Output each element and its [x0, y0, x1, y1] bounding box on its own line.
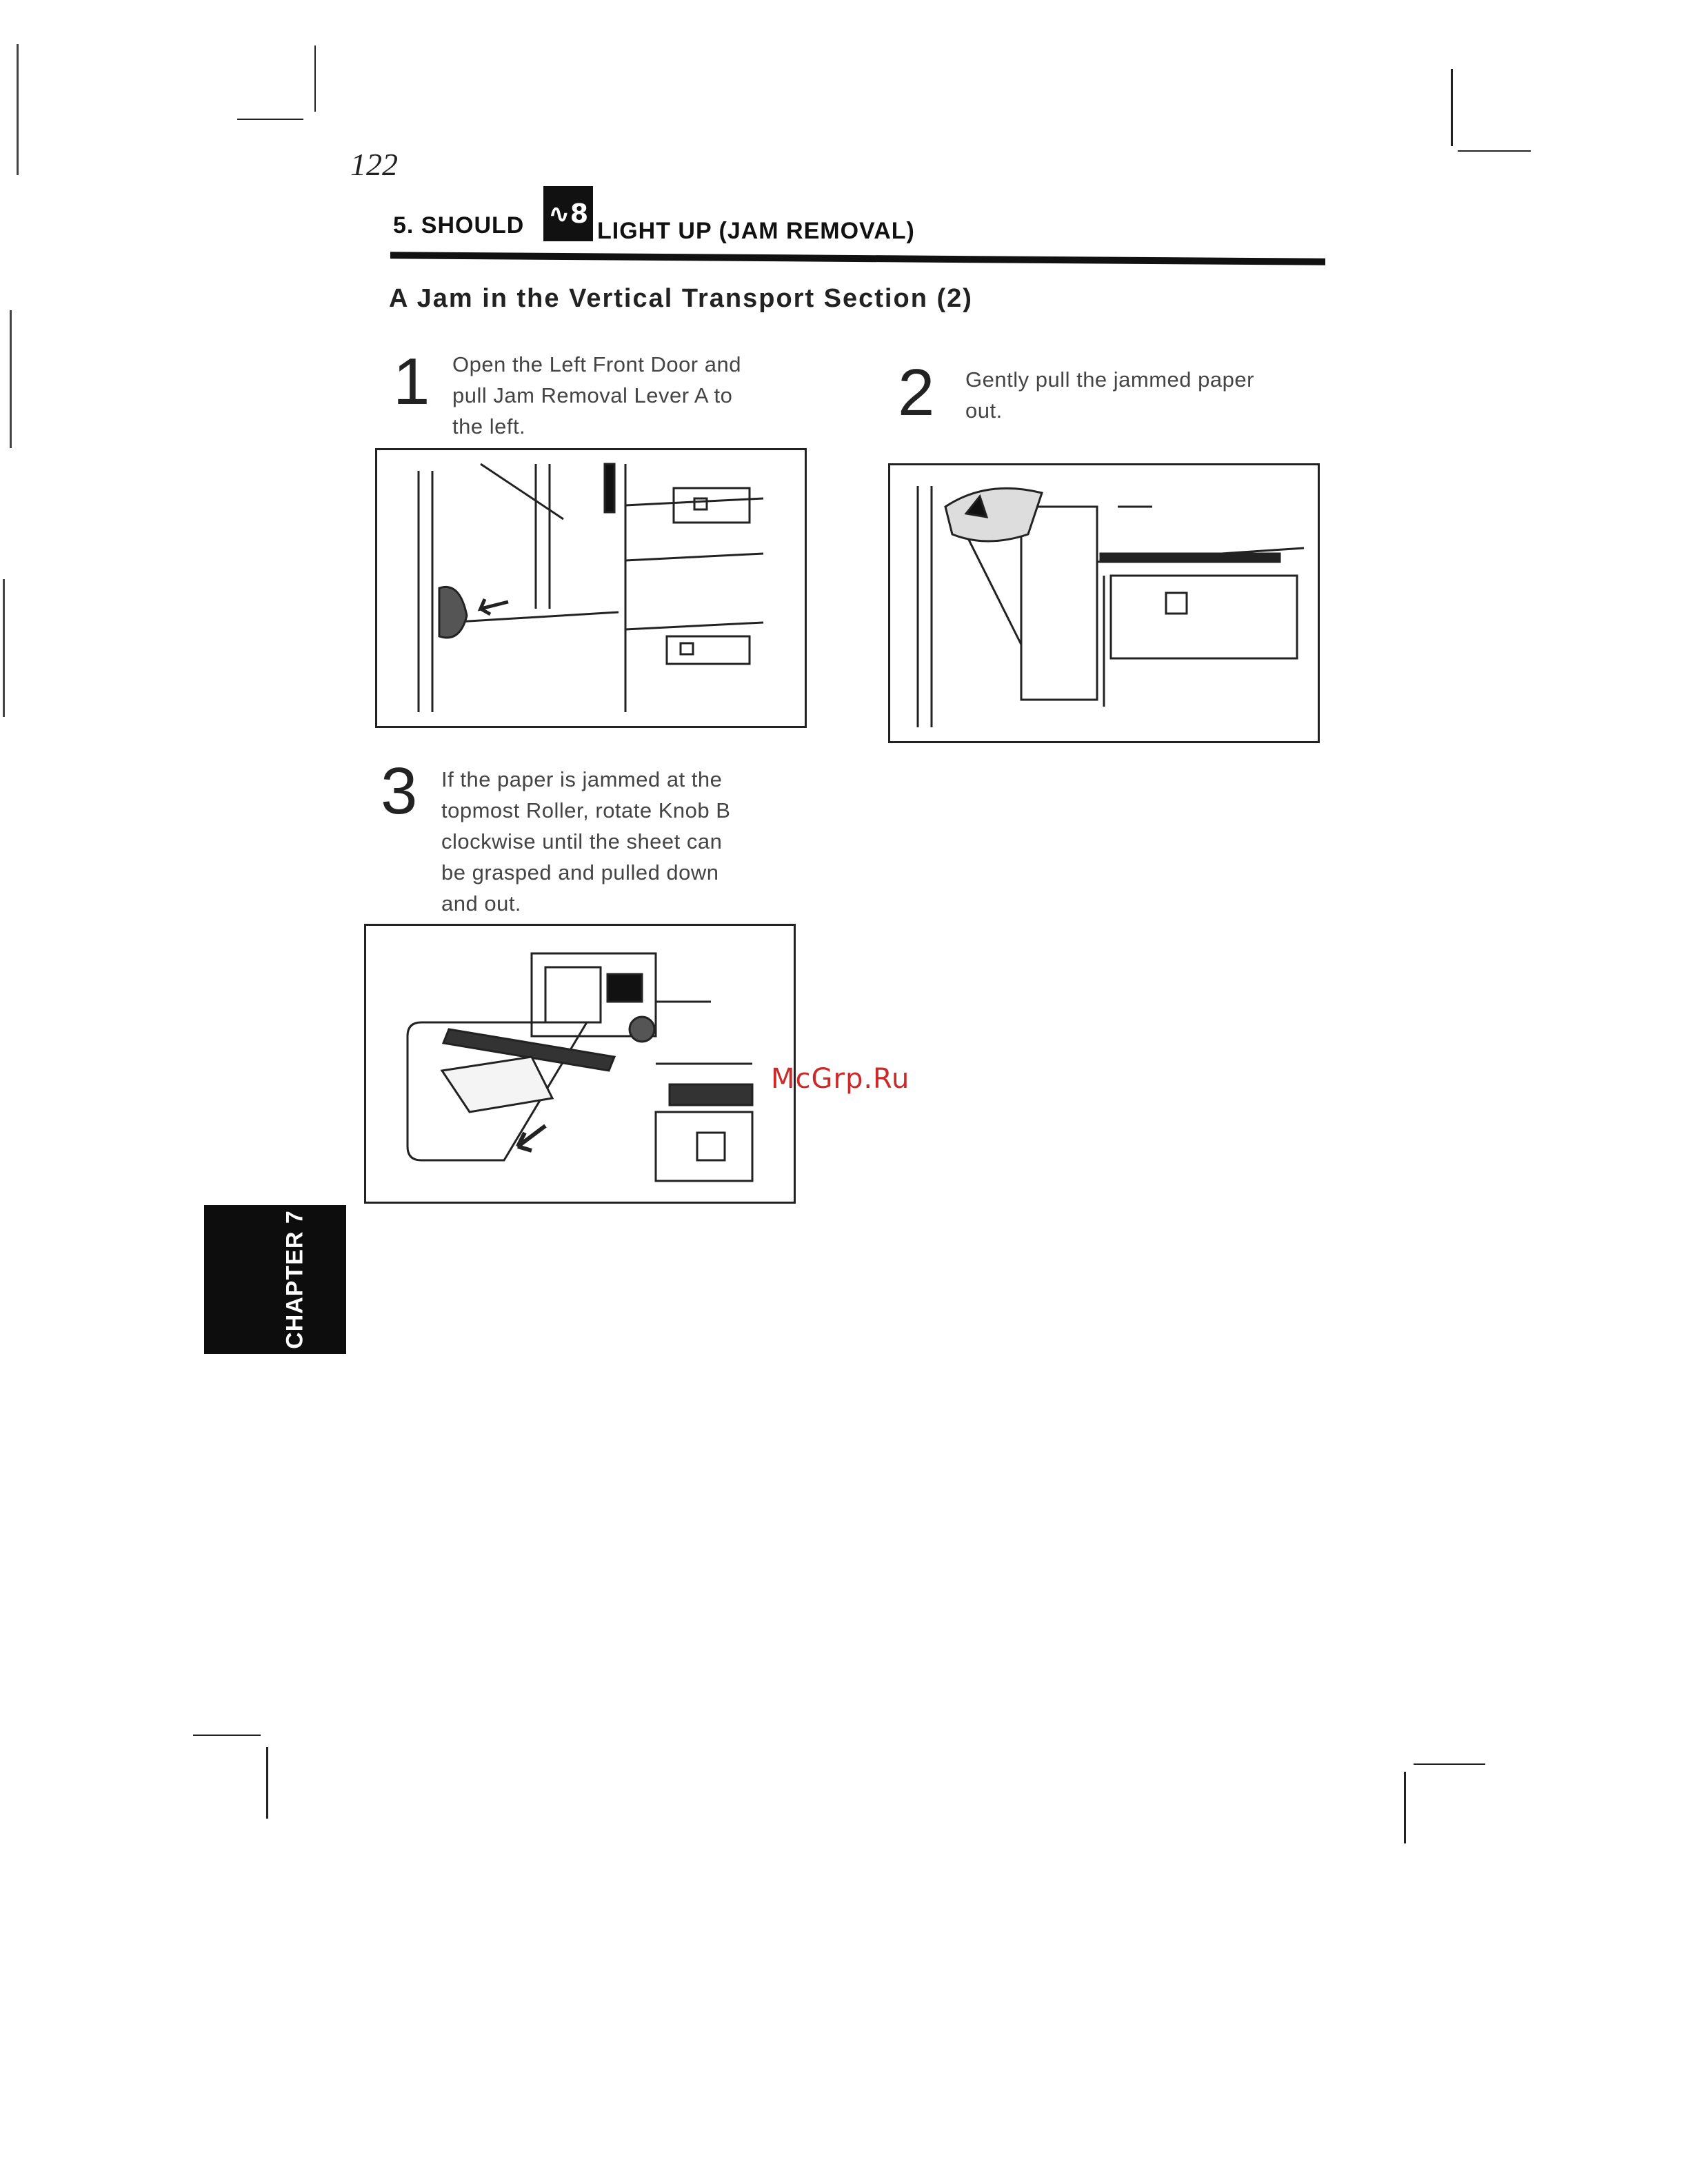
chapter-tab-label: CHAPTER 7 [281, 1210, 308, 1349]
step-3-line: and out. [441, 891, 522, 916]
scan-edge-2 [10, 310, 12, 448]
page-number: 122 [350, 147, 398, 182]
step-1-line: Open the Left Front Door and [452, 352, 741, 376]
step-2-number: 2 [898, 356, 935, 429]
door-lever-illustration [377, 450, 805, 726]
scan-edge-3 [3, 579, 5, 717]
step-3-line: topmost Roller, rotate Knob B [441, 798, 731, 822]
step-3-text [441, 764, 827, 919]
section-suffix: LIGHT UP (JAM REMOVAL) [597, 218, 915, 244]
crop-mark-tr-v [1451, 69, 1453, 146]
scan-edge-1 [17, 44, 19, 175]
crop-mark-tl-v [314, 46, 316, 112]
figure-3-knob-rotation [364, 924, 796, 1204]
step-2-line: Gently pull the jammed paper [965, 367, 1254, 392]
step-3-line: clockwise until the sheet can [441, 829, 723, 853]
jam-indicator-icon: ∿8 [543, 186, 593, 241]
watermark: McGrp.Ru [771, 1063, 910, 1095]
crop-mark-bl-h [193, 1735, 261, 1736]
figure-2-pull-paper [888, 463, 1320, 743]
step-3-number: 3 [381, 754, 418, 828]
section-header [390, 186, 1325, 269]
step-1-line: pull Jam Removal Lever A to [452, 383, 733, 407]
step-1-text [452, 349, 838, 442]
pull-paper-illustration [890, 465, 1318, 741]
figure-1-door-lever [375, 448, 807, 728]
section-prefix: 5. SHOULD [393, 212, 525, 239]
crop-mark-bl-v [266, 1747, 268, 1819]
crop-mark-br-h [1414, 1763, 1485, 1765]
step-1-number: 1 [393, 345, 430, 418]
crop-mark-tl-h [237, 119, 303, 120]
step-2-line: out. [965, 398, 1003, 423]
step-2-text [965, 364, 1324, 426]
step-1-line: the left. [452, 414, 526, 438]
chapter-tab [204, 1205, 346, 1354]
crop-mark-br-v [1404, 1772, 1406, 1843]
header-rule [390, 252, 1325, 265]
knob-rotation-illustration [366, 926, 794, 1202]
subheading: A Jam in the Vertical Transport Section (2) [389, 284, 973, 313]
crop-mark-tr-h [1458, 150, 1531, 152]
step-3-line: be grasped and pulled down [441, 860, 719, 884]
step-3-line: If the paper is jammed at the [441, 767, 723, 791]
